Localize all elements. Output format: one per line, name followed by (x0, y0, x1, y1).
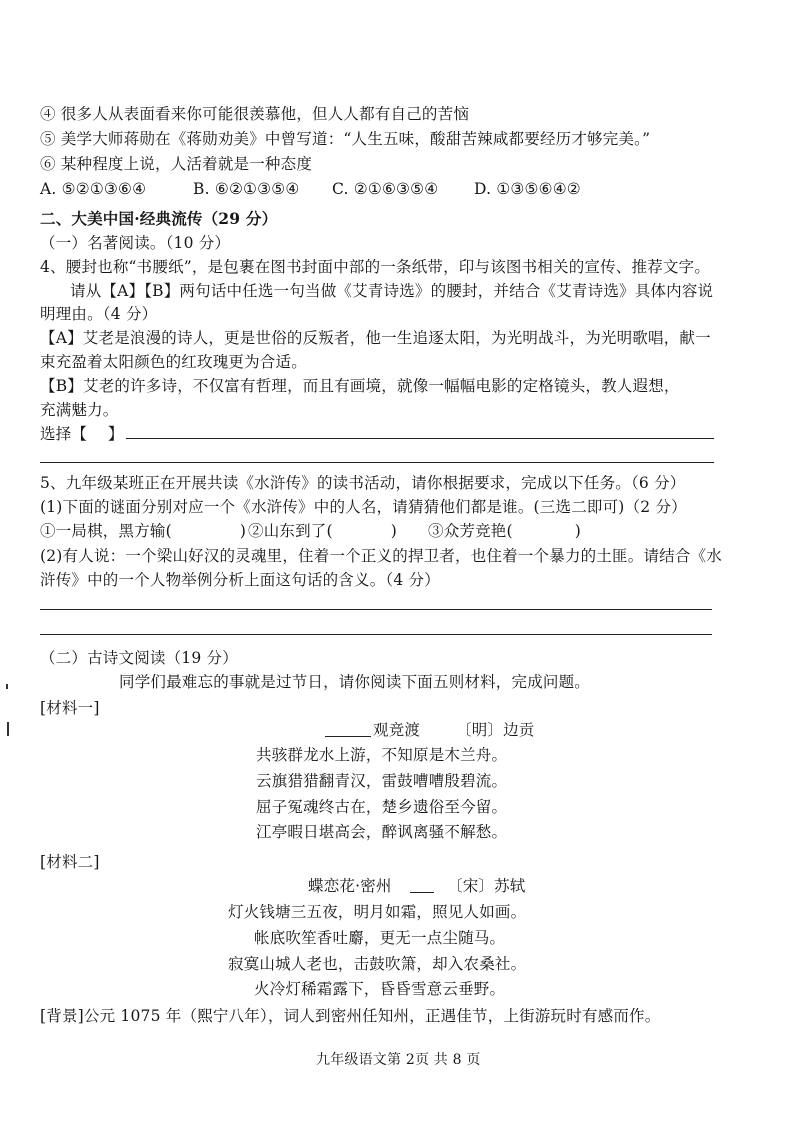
q5-sub-2-line-2: 浒传》中的一个人物举例分析上面这句话的含义。（4 分） (40, 571, 440, 589)
riddle-1-close: ) (239, 522, 247, 540)
poem-2-line-2: 帐底吹笙香吐麝，更无一点尘随马。 (254, 929, 506, 947)
answer-choice-a: A. ⑤②①③⑥④ (40, 180, 147, 198)
q5-answer-line-2[interactable] (40, 634, 712, 635)
poem-2-title: 蝶恋花·密州 (308, 877, 392, 895)
answer-choice-c: C. ②①⑥③⑤④ (332, 180, 439, 198)
riddle-2-text: ②山东到了( (248, 522, 333, 540)
q5-sub-2-line-1: (2)有人说：一个梁山好汉的灵魂里，住着一个正义的捍卫者，也住着一个暴力的土匪。请结合《水 (40, 547, 722, 565)
q4-option-b-line-1: 【B】艾老的许多诗，不仅富有哲理，而且有画境，就像一幅幅电影的定格镜头，教人遐想， (40, 377, 680, 395)
q5-answer-line-1[interactable] (40, 609, 712, 610)
poem-2-background: [背景]公元 1075 年（熙宁八年），词人到密州任知州，正遇佳节，上街游玩时有感而作。 (40, 1007, 661, 1025)
part-2-heading: （二）古诗文阅读（19 分） (40, 649, 238, 667)
answer-choice-b: B. ⑥②①③⑤④ (193, 180, 300, 198)
riddle-3-text: ③众芳竞艳( (428, 522, 513, 540)
part-1-heading: （一）名著阅读。（10 分） (40, 234, 231, 252)
q5-riddle-2 (248, 521, 397, 541)
q4-answer-line-2[interactable] (40, 462, 714, 463)
poem-1-author: 〔明〕边贡 (456, 721, 535, 739)
answer-choice-d: D. ①③⑤⑥④② (474, 180, 581, 198)
poem-1-line-3: 屈子冤魂终古在，楚乡遗俗至今留。 (256, 798, 508, 816)
riddle-1-text: ①一局棋，黑方输( (40, 522, 172, 540)
poem-2-line-3: 寂寞山城人老也，击鼓吹箫，却入农桑社。 (228, 955, 527, 973)
option-item-4: ④ 很多人从表面看来你可能很羡慕他，但人人都有自己的苦恼 (40, 105, 470, 123)
scan-mark (6, 684, 8, 689)
q4-option-b-line-2: 充满魅力。 (40, 401, 119, 419)
material-2-label: [材料二] (40, 853, 100, 871)
q5-riddle-1 (40, 521, 246, 541)
q4-line-3: 明理由。（4 分） (40, 305, 158, 323)
poem-1-line-1: 共骇群龙水上游，不知原是木兰舟。 (256, 746, 508, 764)
poem-1-title: 观竞渡 (373, 721, 421, 739)
poem-1-line-2: 云旗猎猎翻青汉，雷鼓嘈嘈殷碧流。 (256, 772, 508, 790)
poem-2-title-blank[interactable] (410, 892, 434, 893)
scan-mark (7, 722, 9, 736)
q5-sub-1: (1)下面的谜面分别对应一个《水浒传》中的人名，请猜猜他们都是谁。(三选二即可)（2 分） (40, 498, 687, 516)
riddle-2-close: ) (390, 522, 397, 540)
q5-riddle-3 (428, 521, 581, 541)
q5-line-1: 5、九年级某班正在开展共读《水浒传》的读书活动，请你根据要求，完成以下任务。（6 分） (40, 474, 686, 492)
page-footer: 九年级语文第 2页 共 8 页 (316, 1052, 481, 1068)
option-item-6: ⑥ 某种程度上说，人活着就是一种态度 (40, 155, 313, 173)
poems-intro: 同学们最难忘的事就是过节日，请你阅读下面五则材料，完成问题。 (119, 673, 591, 691)
q4-answer-line-1[interactable] (126, 438, 714, 439)
poem-2-line-4: 火冷灯稀霜露下，昏昏雪意云垂野。 (254, 980, 506, 998)
q4-choice-label: 选择【 】 (40, 425, 124, 443)
poem-2-author: 〔宋〕苏轼 (447, 877, 526, 895)
q4-option-a-line-2: 束充盈着太阳颜色的红玫瑰更为合适。 (40, 353, 307, 371)
riddle-3-close: ) (574, 522, 581, 540)
option-item-5: ⑤ 美学大师蒋勋在《蒋勋劝美》中曾写道：“人生五味，酸甜苦辣咸都要经历才够完美。” (40, 130, 651, 148)
section-title: 二、大美中国·经典流传（29 分） (40, 209, 278, 228)
q4-line-1: 4、腰封也称“书腰纸”，是包裹在图书封面中部的一条纸带，印与该图书相关的宣传、推荐文字。 (40, 258, 711, 276)
poem-2-line-1: 灯火钱塘三五夜，明月如霜，照见人如画。 (228, 903, 527, 921)
poem-1-title-blank[interactable] (325, 736, 371, 737)
material-1-label: [材料一] (40, 699, 100, 717)
q4-option-a-line-1: 【A】艾老是浪漫的诗人，更是世俗的反叛者，他一生追逐太阳，为光明战斗，为光明歌唱，献一 (40, 329, 711, 347)
poem-1-line-4: 江亭暇日堪高会，醉讽离骚不解愁。 (256, 823, 508, 841)
q4-line-2: 请从【A】【B】两句话中任选一句当做《艾青诗选》的腰封，并结合《艾青诗选》具体内容说 (70, 282, 714, 300)
